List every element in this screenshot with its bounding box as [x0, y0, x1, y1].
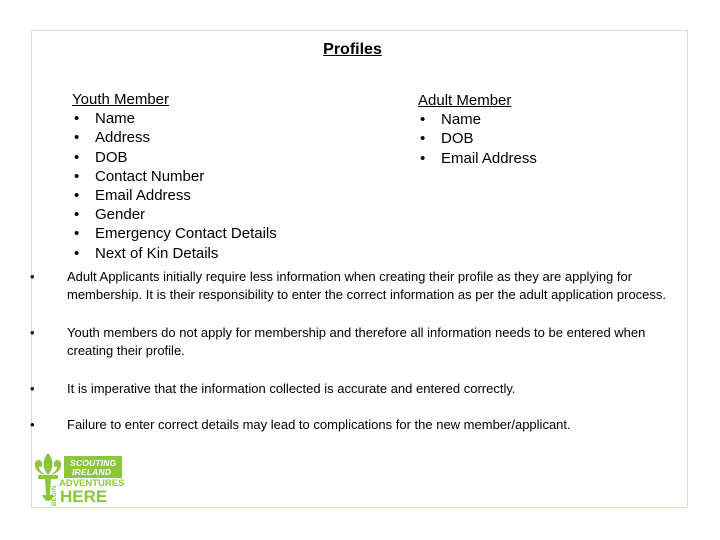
logo-line-scouting: SCOUTING [70, 458, 117, 468]
list-item: • Email Address [418, 149, 537, 168]
list-item: • Email Address [72, 186, 277, 205]
list-item: • DOB [72, 148, 277, 167]
logo-begin: BEGIN [52, 485, 58, 506]
note-item: • Failure to enter correct details may lead to complications for the new member/applicant. [30, 416, 680, 434]
list-item: • Address [72, 128, 277, 147]
list-item: • Emergency Contact Details [72, 224, 277, 243]
adult-member-heading: Adult Member [418, 92, 512, 109]
logo-line-ireland: IRELAND [72, 467, 112, 477]
note-item: • Youth members do not apply for membership and therefore all information needs to be entered when creating their profile. [30, 324, 680, 360]
note-item: • It is imperative that the information collected is accurate and entered correctly. [30, 380, 680, 398]
list-item: • DOB [418, 129, 537, 148]
youth-member-column [72, 90, 277, 263]
page-title: Profiles [323, 41, 382, 58]
logo-adventures: ADVENTURES [59, 478, 125, 489]
adult-member-list [418, 110, 537, 168]
note-item: • Adult Applicants initially require less information when creating their profile as they are applying for membership. It is their responsibility to enter the correct information as per the adult application process. [30, 268, 680, 304]
youth-member-heading: Youth Member [72, 91, 170, 108]
list-item: • Name [418, 110, 537, 129]
adult-member-column [418, 91, 537, 168]
youth-member-list [72, 109, 277, 263]
list-item: • Gender [72, 205, 277, 224]
logo-here: HERE [60, 487, 108, 506]
list-item: • Next of Kin Details [72, 244, 277, 263]
list-item: • Contact Number [72, 167, 277, 186]
list-item: • Name [72, 109, 277, 128]
notes-list [30, 268, 680, 434]
